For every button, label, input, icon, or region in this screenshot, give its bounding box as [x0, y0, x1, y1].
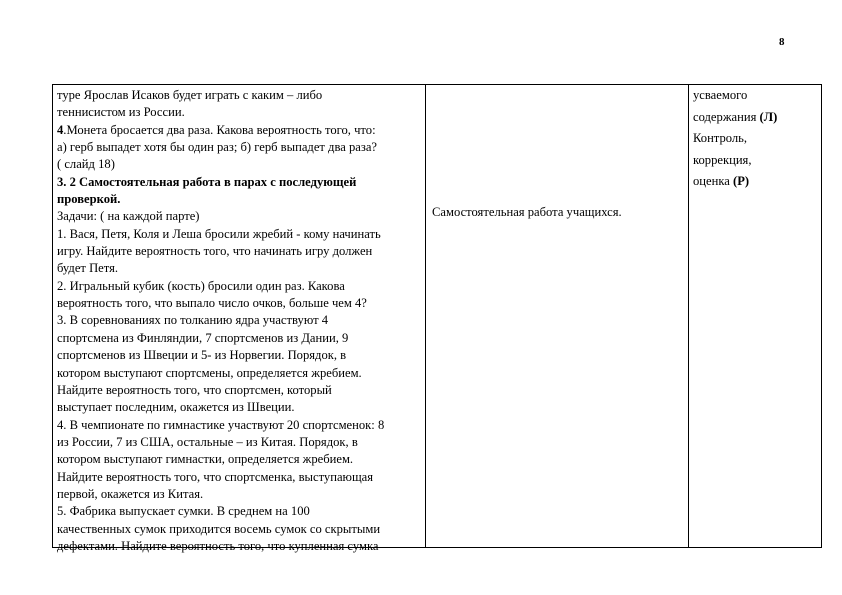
text-line: 4.Монета бросается два раза. Какова вероятность того, что: — [57, 122, 376, 137]
text-line: коррекция, — [693, 152, 752, 167]
text-line: дефектами. Найдите вероятность того, что купленная сумка — [57, 538, 379, 553]
activity-cell — [425, 85, 688, 547]
text-line: усваемого — [693, 88, 748, 102]
text-line: а) герб выпадет хотя бы один раз; б) герб выпадет два раза? — [57, 140, 378, 155]
text-line: ( слайд 18) — [57, 157, 115, 172]
text-line: оценка (Р) — [693, 174, 750, 188]
text-line: 3. В соревнованиях по толканию ядра участвуют 4 — [57, 313, 329, 328]
tasks-cell — [53, 85, 425, 553]
text-line: теннисистом из России. — [57, 105, 185, 120]
section-heading: проверкой. — [57, 192, 121, 207]
text-line: выступает последним, окажется из Швеции. — [57, 400, 295, 415]
text-line: котором выступают гимнастки, определяется жребием. — [57, 452, 354, 467]
activity-text: Самостоятельная работа учащихся. — [432, 205, 622, 219]
text-line: вероятность того, что выпало число очков, больше чем 4? — [57, 296, 367, 311]
text-line: Задачи: ( на каждой парте) — [57, 209, 200, 224]
text-line: 4. В чемпионате по гимнастике участвуют 20 спортсменок: 8 — [57, 417, 385, 432]
text-line: 5. Фабрика выпускает сумки. В среднем на 100 — [57, 504, 310, 519]
text-line: игру. Найдите вероятность того, что начинать игру должен — [57, 244, 373, 259]
text-line: туре Ярослав Исаков будет играть с каким – либо — [57, 88, 323, 102]
page-number: 8 — [779, 36, 785, 48]
task-number: 4 — [57, 122, 64, 137]
text-line: из России, 7 из США, остальные – из Китая. Порядок, в — [57, 434, 358, 449]
text-line: Найдите вероятность того, что спортсменка, выступающая — [57, 469, 374, 484]
text-line: качественных сумок приходится восемь сумок со скрытыми — [57, 521, 381, 536]
text-line: спортсменов из Швеции и 5- из Норвегии. Порядок, в — [57, 348, 347, 363]
text-line: Найдите вероятность того, что спортсмен, который — [57, 382, 332, 397]
text-line: спортсмена из Финляндии, 7 спортсменов из Дании, 9 — [57, 330, 349, 345]
text-line: содержания (Л) — [693, 109, 778, 124]
text-line: будет Петя. — [57, 261, 119, 276]
text-line: Контроль, — [693, 131, 748, 145]
text-line: 1. Вася, Петя, Коля и Леша бросили жребий - кому начинать — [57, 226, 381, 241]
text-line: первой, окажется из Китая. — [57, 486, 204, 501]
text-line: 2. Игральный кубик (кость) бросили один раз. Какова — [57, 278, 345, 293]
section-heading: 3. 2 Самостоятельная работа в парах с последующей — [57, 174, 357, 189]
lesson-table — [52, 84, 822, 553]
text-line: котором выступают спортсмены, определяется жребием. — [57, 365, 362, 380]
uud-cell — [688, 85, 821, 547]
